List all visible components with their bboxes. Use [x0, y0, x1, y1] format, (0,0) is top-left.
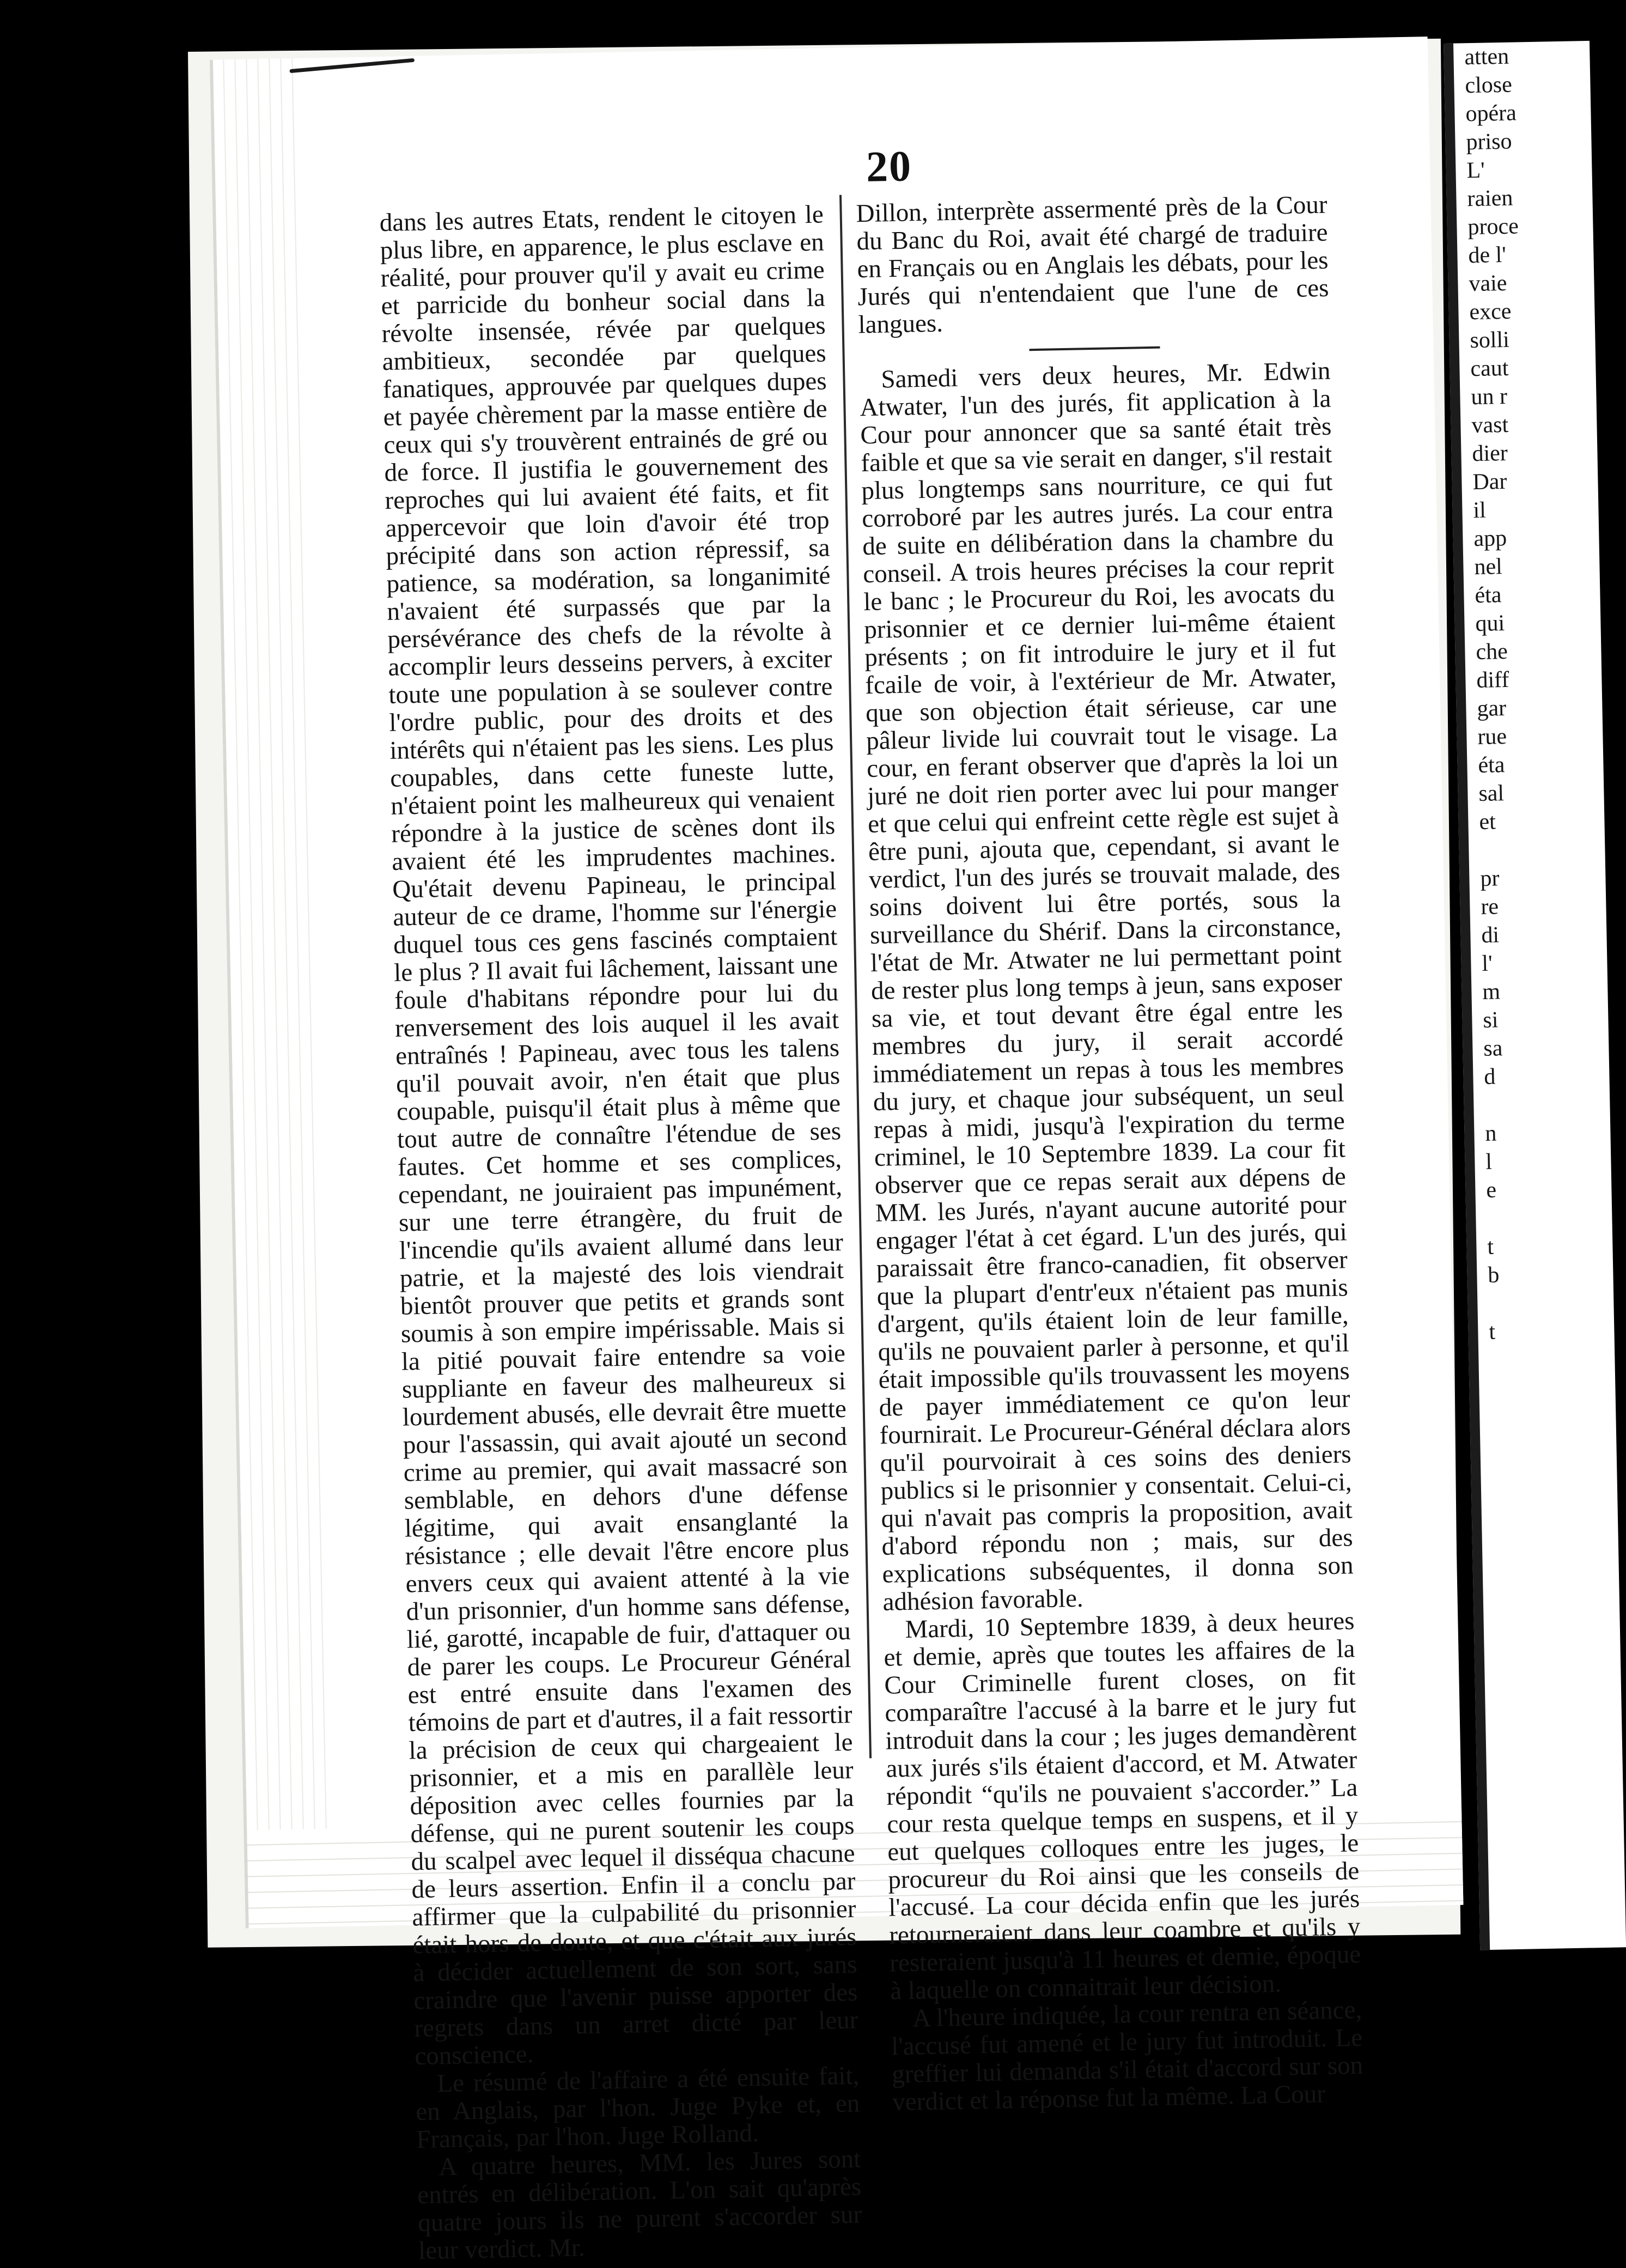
adjacent-page-fragment: il — [1473, 497, 1487, 524]
adjacent-page-fragment: sa — [1483, 1036, 1503, 1061]
adjacent-page-fragment: m — [1482, 979, 1501, 1005]
adjacent-page-fragment: n — [1484, 1121, 1497, 1146]
adjacent-page-fragment: b — [1487, 1262, 1500, 1288]
adjacent-page-fragment: vaie — [1469, 270, 1507, 297]
section-rule — [1029, 346, 1160, 351]
adjacent-page-fragment: di — [1481, 922, 1500, 948]
adjacent-page-fragment: app — [1473, 525, 1507, 552]
adjacent-page-fragment: raien — [1467, 185, 1513, 212]
right-paragraph-2: Mardi, 10 Septembre 1839, à deux heures et demie, après que toutes les affaires de la Cour Criminelle furent closes, on fit comparaître l'accusé à la barre et le jury fut introduit dans la cour ; les juges demandèrent aux jurés s'ils étaient d'accord, et M. Atwater répondit “qu'ils ne pouvaient s'accorder.” La cour resta quelque temps en suspens, et il y eut quelques colloques entre les juges, le procureur du Roi ainsi que les conseils de l'accusé. La cour décida enfin que les jurés retourneraient dans leur coambre et qu'ils y resteraient jusqu'à 11 heures et demie, époque à laquelle on connaitrait leur décision. — [884, 1607, 1361, 2005]
adjacent-page-fragment: rue — [1477, 724, 1507, 750]
adjacent-page-fragment: pr — [1480, 866, 1500, 891]
adjacent-page-fragment: solli — [1470, 327, 1510, 354]
left-paragraph-1: dans les autres Etats, rendent le citoyen le plus libre, en apparence, le plus esclave en réalité, pour prouver qu'il y avait eu crime et parricide du bonheur social dans la révolte insensée, révée par quelques ambitieux, secondée par quelques fanatiques, approuvée par quelques dupes et payée chèrement par la masse entière de ceux qui s'y trouvèrent entrainés de gré ou de force. Il justifia le gouvernement des reproches qui lui avaient été faits, et fit appercevoir que loin d'avoir été trop précipité dans son action répressif, sa patience, sa modération, sa longanimité n'avaient été surpassés que par la persévérance des chefs de la révolte à accomplir leurs desseins pervers, à exciter toute une population à se soulever contre l'ordre public, pour des droits et des intérêts qui n'étaient pas les siens. Les plus coupables, dans cette funeste lutte, n'étaient point les malheureux qui venaient répondre à la justice de scènes dont ils avaient été les imprudentes machines. Qu'était devenu Papineau, le principal auteur de ce drame, l'homme sur l'énergie duquel tous ces gens fascinés comptaient le plus ? Il avait fui lâchement, laissant une foule d'habitans répondre pour lui du renversement des lois auquel il les avait entraînés ! Papineau, avec tous les talens qu'il pouvait avoir, n'en était que plus coupable, puisqu'il était plus à même que tout autre de connaître l'étendue de ses fautes. Cet homme et ses complices, cependant, ne jouiraient pas impunément, sur une terre étrangère, du fruit de l'incendie qu'ils avaient allumé dans leur patrie, et la majesté des lois viendrait bientôt prouver que petits et grands sont soumis à son empire impérissable. Mais si la pitié pouvait faire entendre sa voie suppliante en faveur des malheureux si lourdement abusés, elle devrait être muette pour l'assassin, qui avait ajouté un second crime au premier, qui avait massacré son semblable, en dehors d'une défense légitime, qui avait ensanglanté la résistance ; elle devait l'être encore plus envers ceux qui avaient attenté à la vie d'un prisonnier, d'un homme sans défense, lié, garotté, incapable de fuir, d'attaquer ou de parer les coups. Le Procureur Général est entré ensuite dans l'examen des témoins de part et d'autres, il a fait ressortir la précision de ceux qui chargeaient le prisonnier, et a mis en parallèle leur déposition avec celles fournies par la défense, qui ne purent soutenir les coups du scalpel avec lequel il disséqua chacune de leurs assertion. Enfin il a conclu par affirmer que la culpabilité du prisonnier était hors de doute, et que c'était aux jurés à décider actuellement de son sort, sans craindre que l'avenir puisse apporter des regrets dans un arret dicté par leur conscience. — [379, 200, 858, 2071]
right-top-paragraph: Dillon, interprète assermenté près de la Cour du Banc du Roi, avait été chargé de traduire en Français ou en Anglais les débats, pour les Jurés qui n'entendaient que l'une de ces langues. — [856, 190, 1329, 339]
adjacent-page-fragment: atten — [1464, 44, 1509, 70]
adjacent-page-fragment: et — [1479, 809, 1496, 835]
adjacent-page-fragment: Dar — [1472, 469, 1507, 495]
adjacent-page-fragment: vast — [1471, 412, 1509, 439]
adjacent-page-fragment: d — [1483, 1064, 1496, 1090]
adjacent-page-fragments — [1453, 41, 1615, 1346]
adjacent-page-fragment — [1473, 1089, 1610, 1120]
adjacent-page-fragment: t — [1488, 1319, 1496, 1345]
left-paragraph-3: A quatre heures, MM. les Jures sont entrés en délibération. L'on sait qu'après quatre jours ils ne purent s'accorder sur leur verdict. Mr. — [417, 2144, 862, 2265]
adjacent-page-fragment: de l' — [1468, 242, 1507, 269]
adjacent-page-fragment: un r — [1471, 384, 1508, 410]
right-paragraph-3: A l'heure indiquée, la cour rentra en séance, l'accusé fut amené et le jury fut introduit. Le greffier lui demanda s'il était d'accord sur son verdict et la réponse fut la même. La Cour — [891, 1996, 1363, 2117]
adjacent-page-fragment: priso — [1466, 129, 1512, 155]
adjacent-page-fragment: si — [1482, 1007, 1499, 1033]
adjacent-page-fragment: e — [1485, 1177, 1497, 1203]
pen-mark — [289, 58, 415, 73]
adjacent-page-fragment: sal — [1478, 781, 1505, 807]
adjacent-page-fragment: exce — [1469, 299, 1512, 325]
adjacent-page-edge — [1444, 41, 1626, 1950]
adjacent-page-fragment: éta — [1478, 752, 1505, 779]
adjacent-page-fragment: close — [1465, 72, 1513, 99]
adjacent-page-fragment — [1476, 1202, 1612, 1233]
right-column — [856, 191, 1363, 2117]
adjacent-page-fragment: l — [1485, 1149, 1493, 1175]
adjacent-page-fragment: t — [1487, 1234, 1494, 1260]
right-paragraph-1: Samedi vers deux heures, Mr. Edwin Atwater, l'un des jurés, fit application à la Cour pour annoncer que sa santé était très faible et que sa vie serait en danger, s'il restait plus longtemps sans nourriture, ce qui fut corroboré par les autres jurés. La cour entra de suite en délibération dans la chambre du conseil. A trois heures précises la cour reprit le banc ; le Procureur du Roi, les avocats du prisonnier et ce dernier lui-même étaient présents ; on fit introduire le jury et il fut fcaile de voir, à l'extérieur de Mr. Atwater, que son objection était sérieuse, car une pâleur livide lui couvrait tout le visage. La cour, en ferant observer que d'après la loi un juré ne doit rien porter avec lui pour manger et que celui qui enfreint cette règle est sujet à être puni, ajouta que, cependant, si avant le verdict, l'un des jurés se trouvait malade, des soins doivent lui être portés, sous la surveillance du Shérif. Dans la circonstance, l'état de Mr. Atwater ne lui permettant point de rester plus long temps à jeun, sans exposer sa vie, et tout devant être égal entre les membres du jury, il serait accordé immédiatement un repas à tous les membres du jury, et chaque jour subséquent, un seul repas à midi, jusqu'à l'expiration du terme criminel, le 10 Septembre 1839. La cour fit observer que ce repas serait aux dépens de MM. les Jurés, n'ayant aucune autorité pour engager l'état à cet égard. L'un des jurés, qui paraissait être franco-canadien, fit observer que la plupart d'entr'eux n'étaient pas munis d'argent, qu'ils étaient loin de leur famille, qu'ils ne pouvaient parler à personne, et qu'il était impossible qu'ils trouvassent les moyens de payer immédiatement ce qu'on leur fournirait. Le Procureur-Général déclara alors qu'il pourvoirait à ces soins des deniers publics si le prisonnier y consentait. Celui-ci, qui n'avait pas compris la proposition, avait d'abord répondu non ; mais, sur des explications subséquentes, il donna son adhésion favorable. — [859, 356, 1354, 1616]
adjacent-page-fragment: proce — [1467, 214, 1519, 240]
adjacent-page-fragment: éta — [1475, 582, 1502, 609]
adjacent-page-fragment — [1469, 834, 1605, 865]
adjacent-page-fragment — [1477, 1287, 1614, 1318]
adjacent-page-fragment: L' — [1466, 157, 1485, 184]
adjacent-page-fragment: l' — [1481, 951, 1493, 976]
adjacent-page-fragment: dier — [1472, 440, 1508, 467]
page-number: 20 — [866, 142, 912, 191]
adjacent-page-fragment: nel — [1474, 554, 1503, 580]
adjacent-page-fragment: re — [1480, 894, 1499, 920]
adjacent-page-fragment: opéra — [1465, 100, 1517, 127]
left-column — [379, 200, 862, 2265]
document-page — [210, 37, 1463, 2265]
adjacent-page-fragment: qui — [1475, 611, 1505, 637]
adjacent-page-fragment: diff — [1476, 667, 1509, 694]
left-paragraph-2: Le résumé de l'affaire a été ensuite fait, en Anglais, par l'hon. Juge Pyke et, en Français, par l'hon. Juge Rolland. — [415, 2061, 860, 2154]
adjacent-page-fragment: che — [1476, 639, 1508, 665]
adjacent-page-fragment: gar — [1477, 696, 1507, 722]
adjacent-page-fragment: caut — [1470, 355, 1509, 382]
